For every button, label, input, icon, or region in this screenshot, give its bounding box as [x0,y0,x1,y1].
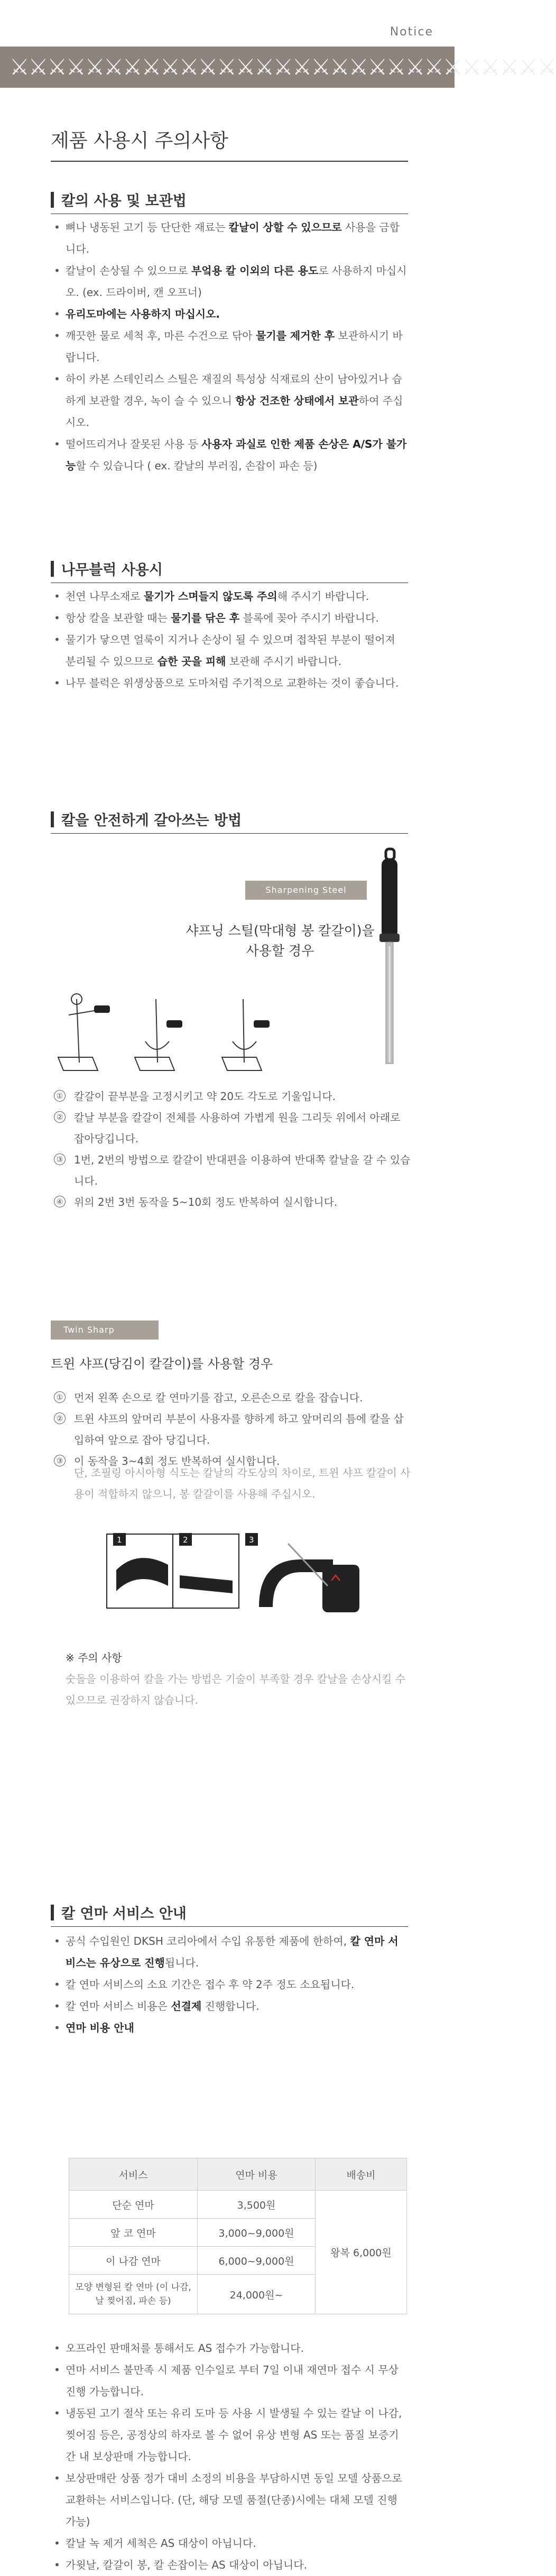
table-cell: 24,000원~ [198,2275,316,2314]
step-number: ③ [54,1153,66,1165]
section-sharpening-heading [51,809,242,829]
caption-line: 사용할 경우 [246,943,314,958]
list-item: • 냉동된 고기 절삭 또는 유리 도마 등 사용 시 발생될 수 있는 칼날 이 나감, 찢어짐 등은, 공정상의 하자로 볼 수 없어 유상 변형 AS 또는 품질 보증기간 내 보상판매 가능합니다. [51,2403,408,2468]
table-cell: 3,500원 [198,2191,316,2219]
notice-label: Notice [390,25,433,39]
table-cell: 모양 변형된 칼 연마 (이 나감, 날 찢어짐, 파손 등) [69,2275,198,2314]
list-item: • 보상판매란 상품 정가 대비 소정의 비용을 부담하시면 동일 모델 상품으로 교환하는 서비스입니다. (단, 해당 모델 품절(단종)시에는 대체 모델 진행 가능) [51,2468,408,2533]
list-item: • 칼 연마 서비스 비용은 선결제 진행합니다. [51,1996,408,2017]
wood-block-list [51,586,408,694]
table-cell: 이 나감 연마 [69,2247,198,2275]
step-number: ④ [54,1196,66,1207]
list-item: • 가윗날, 칼갈이 봉, 칼 손잡이는 AS 대상이 아닙니다. [51,2554,408,2576]
table-header: 연마 비용 [198,2158,316,2191]
list-item: ③ 이 동작을 3~4회 정도 반복하여 실시합니다. [54,1451,411,1472]
step-number: ③ [54,1455,66,1466]
price-table [69,2158,407,2314]
table-row [69,2191,407,2219]
knife-pattern: ⚔⚔⚔⚔⚔⚔⚔⚔⚔⚔⚔⚔⚔⚔⚔⚔⚔⚔⚔⚔⚔⚔⚔⚔⚔⚔⚔⚔⚔ [10,54,556,80]
image-step-number: 1 [117,1535,122,1545]
list-item: • 연마 서비스 불만족 시 제품 인수일로 부터 7일 이내 재연마 접수 시 무상 진행 가능합니다. [51,2359,408,2403]
table-cell: 6,000~9,000원 [198,2247,316,2275]
table-header: 서비스 [69,2158,198,2191]
list-item: • 유리도마에는 사용하지 마십시오. [51,303,408,325]
heading-bar [51,811,54,827]
list-item: • 깨끗한 물로 세척 후, 마른 수건으로 닦아 물기를 제거한 후 보관하시기 바랍니다. [51,325,408,368]
caption-line: 샤프닝 스틸(막대형 봉 칼갈이)을 [186,923,375,938]
section-knife-use-heading [51,189,187,210]
section-title: 칼 연마 서비스 안내 [61,1906,187,1922]
list-item: • 칼 연마 서비스의 소요 기간은 접수 후 약 2주 정도 소요됩니다. [51,1974,408,1996]
sharpening-steps-illustration [48,978,307,1078]
list-item: • 오프라인 판매처를 통해서도 AS 접수가 가능합니다. [51,2338,408,2359]
service-list [51,1931,408,2039]
section-service-heading [51,1902,187,1923]
section-wood-block-heading [51,558,163,579]
list-item: ① 칼갈이 끝부분을 고정시키고 약 20도 각도로 기울입니다. [54,1086,411,1107]
sharpening-caption [174,921,386,961]
knife-use-list [51,217,408,477]
list-item: • 나무 블럭은 위생상품으로 도마처럼 주기적으로 교환하는 것이 좋습니다. [51,672,408,694]
list-item: • 떨어뜨리거나 잘못된 사용 등 사용자 과실로 인한 제품 손상은 A/S가 불가능할 수 있습니다 ( ex. 칼날의 부러짐, 손잡이 파손 등) [51,433,408,477]
sharpening-steps-list [54,1086,411,1213]
step-number: ② [54,1412,66,1424]
section-title: 칼을 안전하게 갈아쓰는 방법 [61,812,242,829]
step-number: ① [54,1391,66,1403]
decorative-knife-pattern-banner [0,47,556,88]
twin-sharp-tag: Twin Sharp [51,1321,159,1340]
caution-title: ※ 주의 사항 [66,1651,122,1664]
list-item: • 하이 카본 스테인리스 스틸은 재질의 특성상 식재료의 산이 남아있거나 습하게 보관할 경우, 녹이 슬 수 있으니 항상 건조한 상태에서 보관하여 주십시오. [51,368,408,433]
section-title: 칼의 사용 및 보관법 [61,193,187,209]
heading-bar [51,192,54,208]
image-step-number: 2 [183,1535,188,1545]
title-divider [51,161,408,162]
list-item: ② 트윈 샤프의 앞머리 부분이 사용자를 향하게 하고 앞머리의 틈에 칼을 삽입하여 앞으로 잡아 당깁니다. [54,1408,411,1451]
list-item: • 천연 나무소재로 물기가 스며들지 않도록 주의해 주시기 바랍니다. [51,586,408,607]
twin-sharp-note: 단, 조필링 아시아형 식도는 칼날의 각도상의 차이로, 트윈 샤프 칼갈이 사용이 적합하지 않으니, 봉 칼갈이를 사용해 주십시오. [74,1466,411,1500]
step-number: ① [54,1090,66,1102]
list-item: ① 먼저 왼쪽 손으로 칼 연마기를 잡고, 오른손으로 칼을 잡습니다. [54,1387,411,1408]
list-item: • 공식 수입원인 DKSH 코리아에서 수입 유통한 제품에 한하여, 칼 연마 서비스는 유상으로 진행됩니다. [51,1931,408,1974]
table-cell: 단순 연마 [69,2191,198,2219]
section-divider [51,833,408,834]
table-cell: 3,000~9,000원 [198,2219,316,2247]
list-item: ② 칼날 부분을 칼갈이 전체를 사용하여 가볍게 원을 그리듯 위에서 아래로 잡아당깁니다. [54,1107,411,1149]
heading-bar [51,1905,54,1921]
list-item: • 뼈나 냉동된 고기 등 단단한 재료는 칼날이 상할 수 있으므로 사용을 금합니다. [51,217,408,260]
list-item: • 연마 비용 안내 [51,2017,408,2039]
twin-sharp-heading: 트윈 샤프(당김이 칼갈이)를 사용할 경우 [51,1356,273,1371]
step-number: ② [54,1111,66,1123]
twin-sharp-illustration [100,1528,396,1628]
service-notes-list [51,2338,408,2576]
page-title: 제품 사용시 주의사항 [51,130,228,152]
table-header-row [69,2158,407,2191]
list-item: ④ 위의 2번 3번 동작을 5~10회 정도 반복하여 실시합니다. [54,1192,411,1213]
sharpening-steel-tag: Sharpening Steel [245,881,367,900]
table-cell: 앞 코 연마 [69,2219,198,2247]
twin-sharp-steps-list [54,1387,411,1472]
list-item: ③ 1번, 2번의 방법으로 칼갈이 반대편을 이용하여 반대쪽 칼날을 갈 수 있습니다. [54,1149,411,1192]
list-item: • 항상 칼을 보관할 때는 물기를 닦은 후 블록에 꽂아 주시기 바랍니다. [51,607,408,629]
section-divider [51,1926,408,1927]
list-item: • 물기가 닿으면 얼룩이 지거나 손상이 될 수 있으며 접착된 부분이 떨어져 분리될 수 있으므로 습한 곳을 피해 보관해 주시기 바랍니다. [51,629,408,672]
section-title: 나무블럭 사용시 [61,562,163,578]
list-item: • 칼날 녹 제거 세척은 AS 대상이 아닙니다. [51,2533,408,2554]
list-item: • 칼날이 손상될 수 있으므로 부엌용 칼 이외의 다른 용도로 사용하지 마십시오. (ex. 드라이버, 캔 오프너) [51,260,408,303]
shipping-cell: 왕복 6,000원 [316,2191,407,2314]
image-step-number: 3 [249,1535,254,1545]
caution-text: 숫돌을 이용하여 칼을 가는 방법은 기술이 부족할 경우 칼날을 손상시킬 수 있으므로 권장하지 않습니다. [66,1673,406,1706]
heading-bar [51,561,54,577]
table-header: 배송비 [316,2158,407,2191]
